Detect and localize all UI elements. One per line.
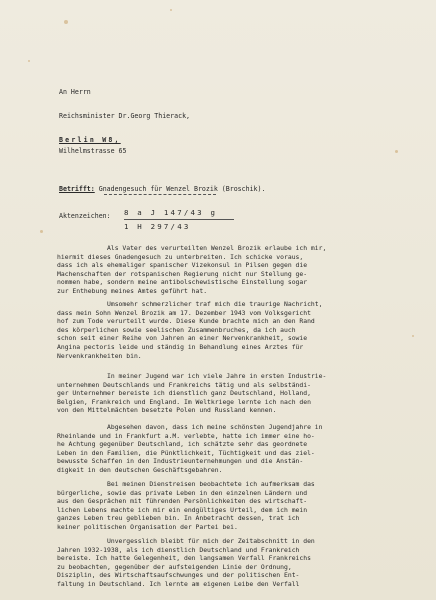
paper-stain xyxy=(28,60,30,62)
paragraph-line: Unvergesslich bleibt für mich der Zeitabschnitt in den xyxy=(107,537,315,545)
paragraph-line: Abgesehen davon, dass ich meine schönsten Jugendjahre in xyxy=(107,423,323,431)
reference-rule xyxy=(124,219,234,220)
paragraph-line: keiner politischen Organisation der Partei bei. xyxy=(57,522,238,531)
paragraph-line: Bei meinen Dienstreisen beobachtete ich aufmerksam das xyxy=(107,480,315,488)
paragraph-line: faltung in Deutschland. Ich lernte am eigenen Leibe den Verfall xyxy=(57,579,300,588)
paragraph-line: bereiste. Ich hatte Gelegenheit, den langsamen Verfall Frankreichs xyxy=(57,554,311,563)
recipient-city: Berlin W8, xyxy=(59,136,121,144)
recipient-street: Wilhelmstrasse 65 xyxy=(59,147,127,155)
salutation: An Herrn xyxy=(59,88,91,96)
paragraph-line: lichen Lebens machte ich mir ein endgültiges Urteil, dem ich mein xyxy=(57,505,308,514)
paragraph-line: Als Vater des verurteilten Wenzel Brozik erlaube ich mir, xyxy=(107,244,327,252)
paragraph-line: bewusste Schaffen in den Industrieunternehmungen und die Anstän- xyxy=(57,457,304,466)
paragraph-line: Rheinlande und in Frankfurt a.M. verlebte, hatte ich immer eine ho- xyxy=(57,431,315,440)
paragraph-5 xyxy=(57,480,409,532)
paragraph-line: In meiner Jugend war ich viele Jahre in ersten Industrie- xyxy=(107,372,327,380)
paragraph-line: Nervenkrankheiten bin. xyxy=(57,351,142,360)
paragraph-line: Angina pectoris leide und ständig in Behandlung eines Arztes für xyxy=(57,342,304,351)
paragraph-line: des körperlichen sowie seelischen Zusammenbruches, da ich auch xyxy=(57,325,296,334)
paragraph-line: ganzes Leben treu geblieben bin. In Anbetracht dessen, trat ich xyxy=(57,514,300,523)
paper-stain xyxy=(170,9,172,11)
paragraph-line: bürgerliche, sowie das private Leben in den einzelnen Ländern und xyxy=(57,488,308,497)
paragraph-line: hof zum Tode verurteilt wurde. Diese Kunde brachte mich an den Rand xyxy=(57,317,315,326)
reference-number-2: 1 H 297/43 xyxy=(124,222,191,231)
paper-stain xyxy=(64,20,68,24)
paragraph-line: von den Mittelmächten besetzte Polen und Russland kennen. xyxy=(57,406,277,415)
subject-underline xyxy=(104,194,216,195)
paragraph-1 xyxy=(57,244,409,296)
subject-text: Gnadengesuch für Wenzel Brozik (Broschik). xyxy=(98,185,266,193)
paragraph-line: he Achtung gegenüber Deutschland, ich schätzte sehr das geordnete xyxy=(57,440,308,449)
paragraph-line: zu beobachten, gegenüber der aufsteigenden Linie der Ordnung, xyxy=(57,562,292,571)
paragraph-4 xyxy=(57,423,409,475)
paper-stain xyxy=(40,230,43,233)
reference-number-1: 8 a J 147/43 g xyxy=(124,208,218,217)
paragraph-line: Disziplin, des Wirtschaftsaufschwunges und der politischen Ent- xyxy=(57,571,300,580)
paragraph-line: zur Enthebung meines Amtes geführt hat. xyxy=(57,286,208,295)
paper-stain xyxy=(412,335,414,337)
paragraph-line: unternehmen Deutschlands und Frankreichs tätig und als selbständi- xyxy=(57,380,311,389)
paragraph-line: ger Unternehmer bereiste ich dienstlich ganz Deutschland, Holland, xyxy=(57,389,311,398)
paragraph-line: nommen habe, sondern meine antibolschewistische Einstellung sogar xyxy=(57,278,308,287)
recipient-name: Reichsminister Dr.Georg Thierack, xyxy=(59,112,191,120)
paragraph-line: digkeit in den deutschen Geschäftsgebahren. xyxy=(57,465,223,474)
paragraph-line: Umsomehr schmerzlicher traf mich die traurige Nachricht, xyxy=(107,300,323,308)
paragraph-line: dass ich als ehemaliger spanischer Vizekonsul in Pilsen gegen die xyxy=(57,261,308,270)
paragraph-line: schon seit einer Reihe von Jahren an einer Nervenkrankheit, sowie xyxy=(57,334,308,343)
paragraph-line: Machenschaften der rotspanischen Regierung nicht nur Stellung ge- xyxy=(57,269,308,278)
paragraph-line: Jahren 1932-1938, als ich dienstlich Deutschland und Frankreich xyxy=(57,545,300,554)
paragraph-3 xyxy=(57,372,409,415)
paragraph-6 xyxy=(57,537,409,589)
paragraph-line: dass mein Sohn Wenzel Brozik am 17. Dezember 1943 vom Volksgericht xyxy=(57,308,311,317)
paragraph-line: Leben in den Familien, die Pünktlichkeit, Tüchtigkeit und das ziel- xyxy=(57,448,315,457)
subject-label: Betrifft: xyxy=(59,185,95,193)
paragraph-line: hiermit dieses Gnadengesuch zu unterbreiten. Ich schicke voraus, xyxy=(57,252,304,261)
paragraph-2 xyxy=(57,300,409,360)
paragraph-line: aus den Gesprächen mit führenden Persönlichkeiten des wirtschaft- xyxy=(57,497,308,506)
subject-line xyxy=(59,185,436,193)
reference-label: Aktenzeichen: xyxy=(59,212,111,220)
paragraph-line: Belgien, Frankreich und England. Im Weltkriege lernte ich nach den xyxy=(57,397,311,406)
